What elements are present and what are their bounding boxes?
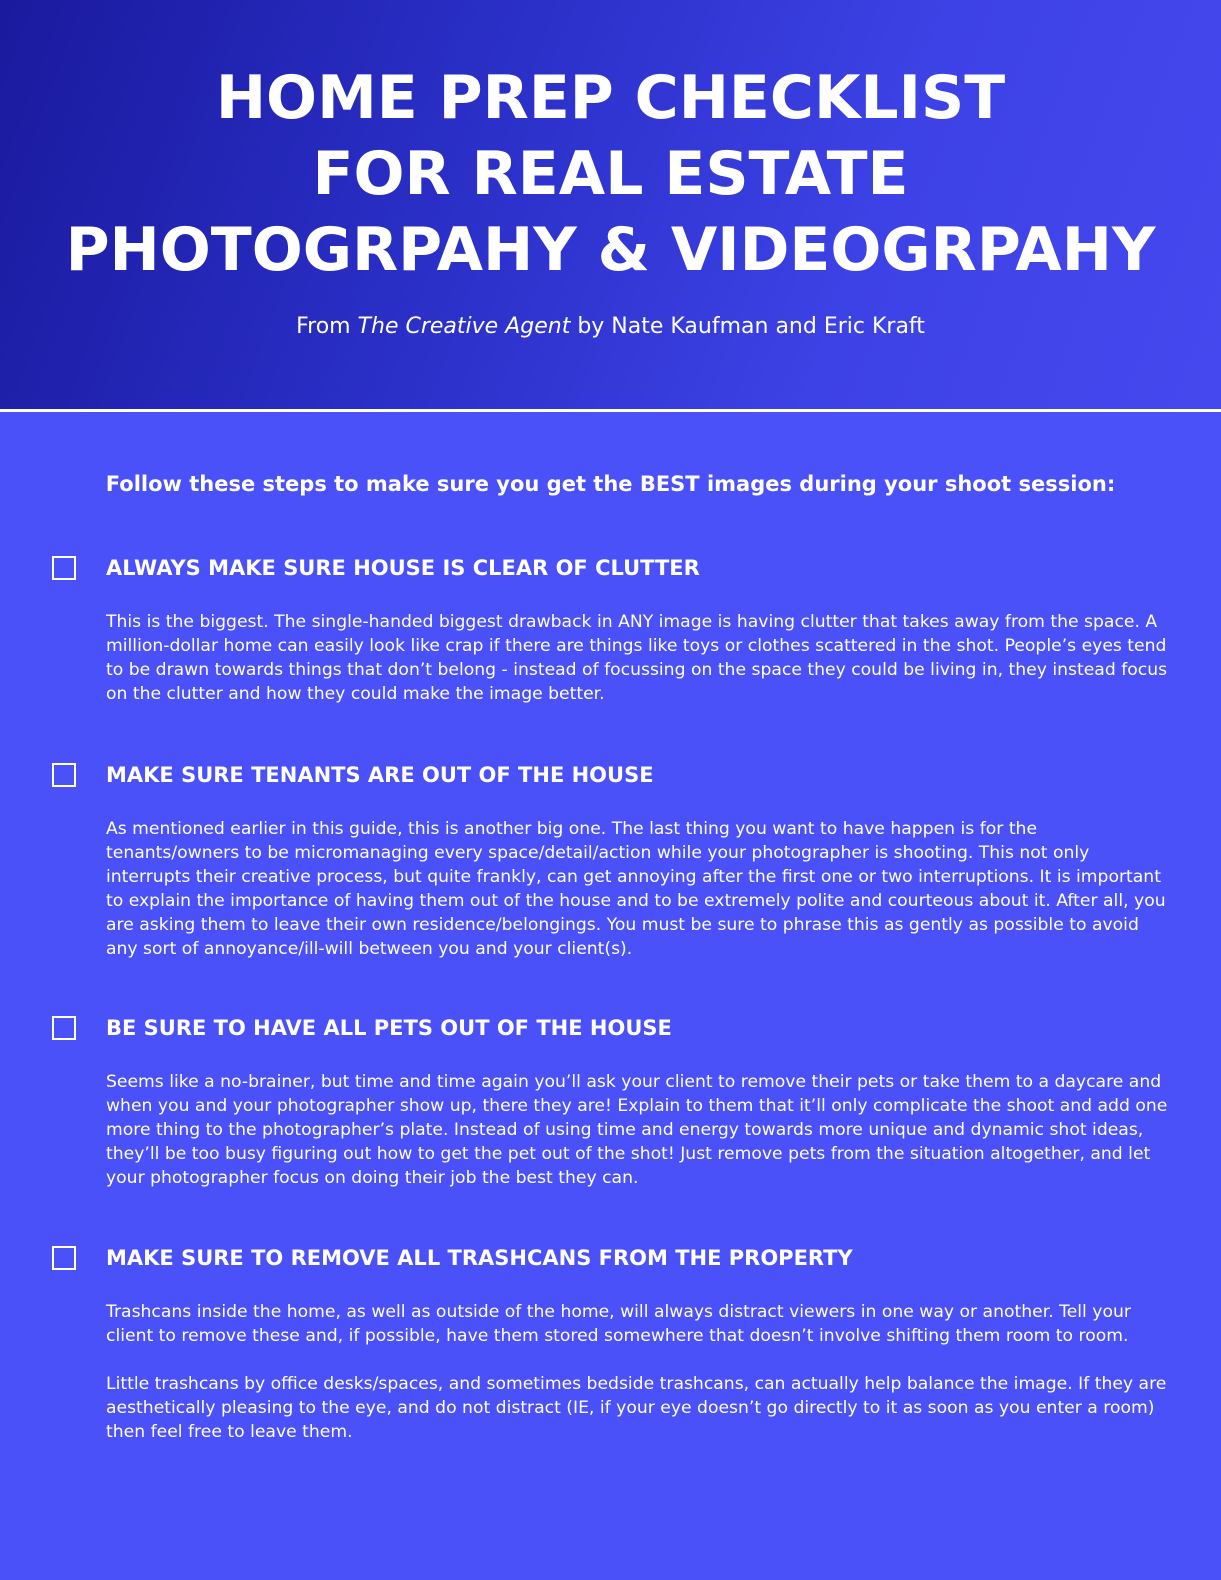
checkbox-trashcans[interactable]	[52, 1246, 76, 1270]
item-body	[106, 817, 1172, 961]
checkbox-pets[interactable]	[52, 1016, 76, 1040]
title-line-2: FOR REAL ESTATE	[312, 139, 909, 209]
intro-text: Follow these steps to make sure you get the BEST images during your shoot session:	[105, 472, 1116, 496]
item-paragraph: Little trashcans by office desks/spaces, and sometimes bedside trashcans, can actually help balance the image. If they are aesthetically pleasing to the eye, and do not distract (IE, if your eye doesn’t go directly to it as soon as you enter a room) then feel free to leave them.	[106, 1374, 1167, 1442]
subtitle-authors: by Nate Kaufman and Eric Kraft	[570, 314, 925, 339]
title-line-3: PHOTOGRPAHY & VIDEOGRPAHY	[65, 215, 1156, 285]
item-heading: BE SURE TO HAVE ALL PETS OUT OF THE HOUSE	[106, 1016, 672, 1040]
item-paragraph: Trashcans inside the home, as well as outside of the home, will always distract viewers in one way or another. Tell your client to remove these and, if possible, have them stored somewhere that doesn’t involve shifting them room to room.	[106, 1302, 1131, 1346]
checkbox-clutter[interactable]	[52, 556, 76, 580]
subtitle	[0, 312, 1221, 342]
item-paragraph: As mentioned earlier in this guide, this is another big one. The last thing you want to have happen is for the tenants/owners to be micromanaging every space/detail/action while your photographer is shooting. This not only interrupts their creative process, but quite frankly, can get annoying after the first one or two interruptions. It is important to explain the importance of having them out of the house and to be extremely polite and courteous about it. After all, you are asking them to leave their own residence/belongings. You must be sure to phrase this as gently as possible to avoid any sort of annoyance/ill-will between you and your client(s).	[106, 819, 1166, 959]
header-banner	[0, 0, 1221, 412]
item-body	[106, 1300, 1172, 1444]
item-heading: MAKE SURE TENANTS ARE OUT OF THE HOUSE	[106, 763, 654, 787]
item-heading: MAKE SURE TO REMOVE ALL TRASHCANS FROM THE PROPERTY	[106, 1246, 853, 1270]
title-line-1: HOME PREP CHECKLIST	[215, 63, 1006, 133]
item-paragraph: Seems like a no-brainer, but time and time again you’ll ask your client to remove their pets or take them to a daycare and when you and your photographer show up, there they are! Explain to them that it’ll only complicate the shoot and add one more thing to the photographer’s plate. Instead of using time and energy towards more unique and dynamic shot ideas, they’ll be too busy figuring out how to get the pet out of the shot! Just remove pets from the situation altogether, and let your photographer focus on doing their job the best they can.	[106, 1072, 1168, 1188]
item-heading: ALWAYS MAKE SURE HOUSE IS CLEAR OF CLUTTER	[106, 556, 700, 580]
subtitle-prefix: From	[296, 314, 358, 339]
book-title: The Creative Agent	[357, 314, 571, 339]
item-body	[106, 1070, 1172, 1190]
item-paragraph: This is the biggest. The single-handed biggest drawback in ANY image is having clutter that takes away from the space. A million-dollar home can easily look like crap if there are things like toys or clothes scattered in the shot. People’s eyes tend to be drawn towards things that don’t belong - instead of focussing on the space they could be living in, they instead focus on the clutter and how they could make the image better.	[106, 612, 1168, 704]
checkbox-tenants[interactable]	[52, 763, 76, 787]
item-body	[106, 610, 1172, 706]
page-title	[0, 60, 1221, 288]
